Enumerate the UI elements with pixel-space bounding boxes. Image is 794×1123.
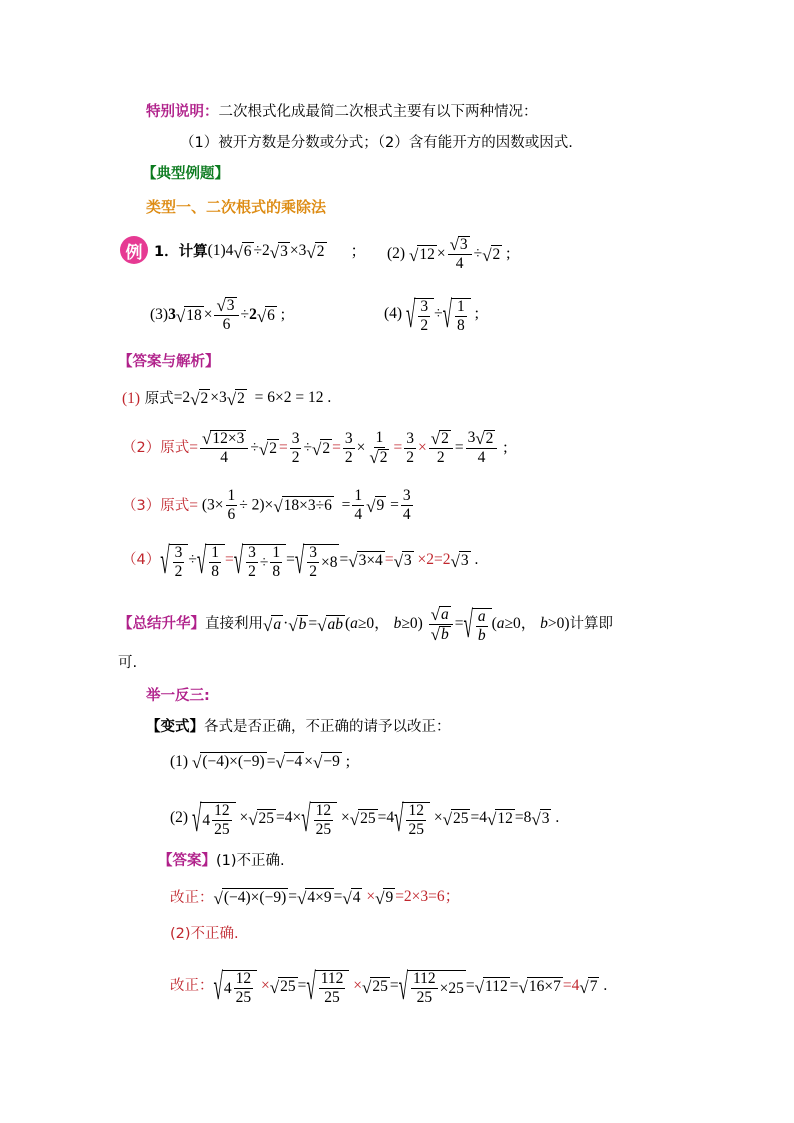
fix-2: 改正： √ 4 $\frac{12}{25}$ × √ 25 = √ $\frac{112}{25}$ × √ 25 = √ $\frac{112}{25}$ ×25 = √ 112 = √ 16×7 =4 √ 7 . (170, 966, 608, 1009)
variant-line (146, 718, 451, 736)
solution-4: （4） √ $\frac{3}{2}$ ÷ √ $\frac{1}{8}$ = √ $\frac{3}{2}$ ÷ $\frac{1}{8}$ = √ $\frac{3}{2}$ ×8 = √ 3×4 = √ 3 ×2=2 √ 3 . (122, 540, 479, 583)
variant-item-1: (1) √ (−4)×(−9) = √ −4 × √ −9 ; (170, 752, 351, 772)
note-cases: （1）被开方数是分数或分式；（2）含有能开方的因数或因式. (180, 135, 573, 151)
fix-1: 改正： √ (−4)×(−9) = √ 4×9 = √ 4 × √ 9 =2×3=6； (170, 888, 461, 908)
example-line-1: 1．计算 (1)4 √ 6 ÷2 √ 3 ×3 √ 2 ； (154, 242, 367, 262)
example-p2: (2) √ 12 × √ 3 4 ÷ √ 2 ; (387, 235, 511, 273)
practice-title: 举一反三: (146, 688, 210, 704)
summary-continuation: 可. (118, 655, 138, 671)
answer-header: 【答案与解析】 (118, 354, 220, 370)
type-heading: 类型一、二次根式的乘除法 (146, 198, 327, 216)
variant-answer-a1: (1)不正确. (216, 853, 285, 869)
note-text: 二次根式化成最简二次根式主要有以下两种情况： (218, 104, 538, 120)
variant-answer-a2: (2)不正确. (170, 926, 239, 942)
example-p3: (3) 3 √ 18 × √ 3 6 ÷ 2 √ 6 ; (150, 296, 286, 334)
variant-text: 各式是否正确，不正确的请予以改正： (204, 719, 451, 735)
note-label: 特别说明： (146, 104, 219, 120)
summary-label: 【总结升华】 (118, 616, 205, 633)
variant-item-2: (2) √ 4 $\frac{12}{25}$ × √ 25 =4× √ $\frac{12}{25}$ × √ 25 =4 √ $\frac{12}{25}$ × √ 25 =4 √ 12 =8 √ 3 . (170, 798, 560, 841)
summary-line: 【总结升华】 直接利用 √ a · √ b = √ ab (a≥0， b≥0) √ a √ b = √ $\frac{a}{b}$ (a≥0， b>0) 计算即 (118, 604, 614, 647)
example-icon: 例 (120, 236, 148, 264)
variant-answer-label: 【答案】 (158, 853, 216, 869)
example-p1: (1)4 √ 6 ÷2 √ 3 ×3 √ 2 (207, 242, 325, 262)
solution-2: （2） 原式 = √ 12×3 4 ÷ √ 2 = $\frac{3}{2}$ ÷ √ 2 = $\frac{3}{2}$ × 1 √ 2 = $\frac{3}{2}$ × √ 2 2 = 3 √ 2 4 ; (122, 429, 508, 468)
solution-3: （3） 原式 = (3× $\frac{1}{6}$ ÷ 2)× √ 18×3÷6 = $\frac{1}{4}$ √ 9 = $\frac{3}{4}$ (122, 487, 411, 524)
example-p4: (4) √ $\frac{3}{2}$ ÷ √ $\frac{1}{8}$ ; (384, 294, 479, 337)
variant-label: 【变式】 (146, 719, 204, 735)
solution-1: (1) 原式 =2 √ 2 ×3 √ 2 = 6×2 = 12 . (122, 389, 332, 409)
variant-answer-line (158, 852, 285, 870)
example-intro: 1．计算 (154, 243, 208, 260)
section-examples: 【典型例题】 (142, 166, 229, 182)
note-line (146, 103, 538, 121)
